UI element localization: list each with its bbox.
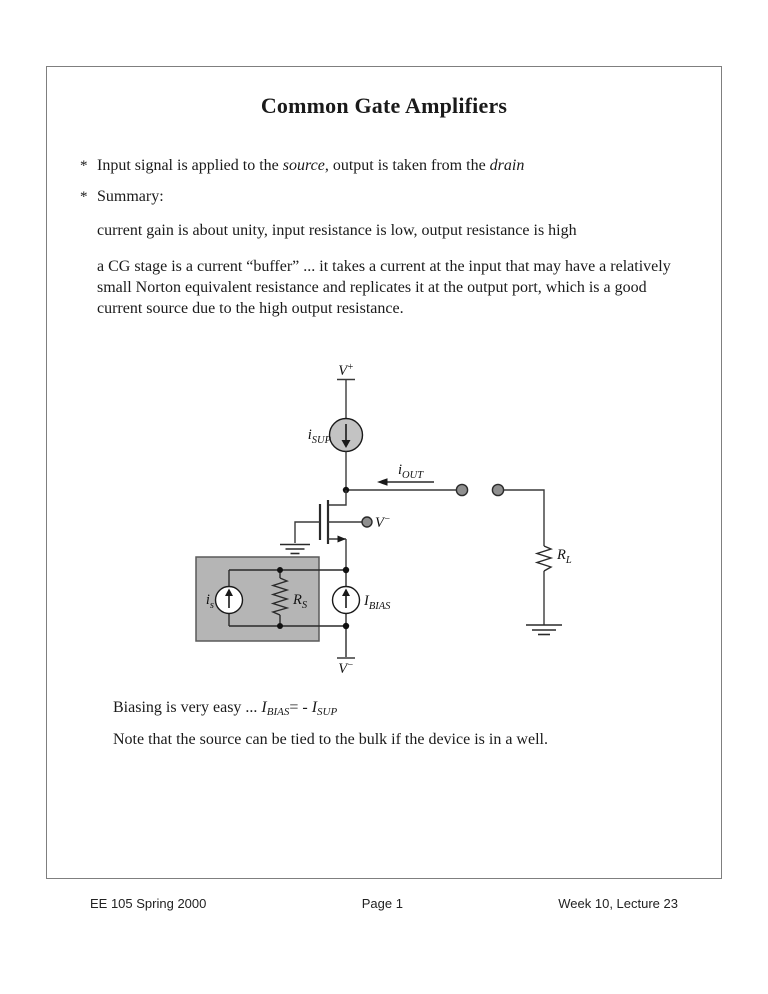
bullet-marker: *: [80, 158, 88, 174]
mosfet-gate-lead: [295, 522, 320, 543]
vplus-rail: [337, 380, 355, 419]
text-segment: Input signal is applied to the: [97, 157, 283, 174]
ibias-current-source: [333, 587, 360, 614]
text-segment: Biasing is very easy ...: [113, 699, 262, 716]
biasing-note: [113, 699, 337, 717]
node-dot: [277, 623, 283, 629]
vminus-bottom-label: V−: [338, 660, 354, 677]
output-wires: [346, 452, 544, 626]
footer-lecture: Week 10, Lecture 23: [558, 896, 678, 911]
is-current-source: [216, 587, 243, 614]
vminus-bulk-label: V−: [375, 514, 391, 531]
rl-label: $R_L$: [557, 547, 572, 566]
page-title: Common Gate Amplifiers: [260, 93, 508, 118]
iout-label: $i_{OUT}$: [398, 462, 424, 481]
text-segment: Summary:: [97, 188, 164, 205]
paragraph-current-gain: current gain is about unity, input resistance is low, output resistance is high: [97, 222, 577, 239]
is-label: $i_s$: [205, 592, 214, 611]
bullet-item-2: [80, 188, 164, 206]
text-segment: , output is taken from the: [324, 157, 490, 174]
circuit-diagram: [181, 351, 611, 681]
bulk-terminal: [362, 517, 372, 527]
slide-border-frame: [46, 66, 722, 879]
bullet-marker: *: [80, 189, 88, 205]
node-dot: [277, 567, 283, 573]
footer-course: EE 105 Spring 2000: [90, 896, 207, 911]
mosfet-drain-lead: [328, 490, 346, 505]
node-dot: [343, 623, 349, 629]
mosfet-source-arrow: [338, 536, 347, 543]
vplus-label: V+: [338, 362, 354, 379]
text-segment: = -: [289, 699, 312, 716]
gate-ground-icon: [280, 545, 310, 554]
output-terminal-left: [456, 484, 467, 495]
paragraph-cg-stage: a CG stage is a current “buffer” ... it takes a current at the input that may have a relatively small Norton equivalent resistance and replicates it at the output port, which is a good current source due to the high output resistance.: [97, 258, 671, 317]
rl-resistor: [537, 546, 551, 571]
isup-current-source: [330, 419, 363, 452]
text-segment-italic: source: [282, 157, 325, 174]
page-footer: [90, 896, 678, 911]
output-terminal-right: [492, 484, 503, 495]
rs-label: $R_S$: [293, 592, 308, 611]
isup-label: $i_{SUP}$: [307, 427, 331, 446]
node-dot: [343, 567, 349, 573]
bullet-item-1: [80, 157, 524, 175]
var-isup: $I_{SUP}$: [311, 699, 338, 718]
bulk-note: Note that the source can be tied to the bulk if the device is in a well.: [113, 731, 548, 748]
rl-ground-icon: [526, 625, 562, 635]
var-ibias: $I_{BIAS}$: [261, 699, 290, 718]
text-segment-italic: drain: [489, 157, 525, 174]
ibias-label: $I_{BIAS}$: [364, 593, 391, 612]
footer-page-number: Page 1: [361, 896, 403, 911]
